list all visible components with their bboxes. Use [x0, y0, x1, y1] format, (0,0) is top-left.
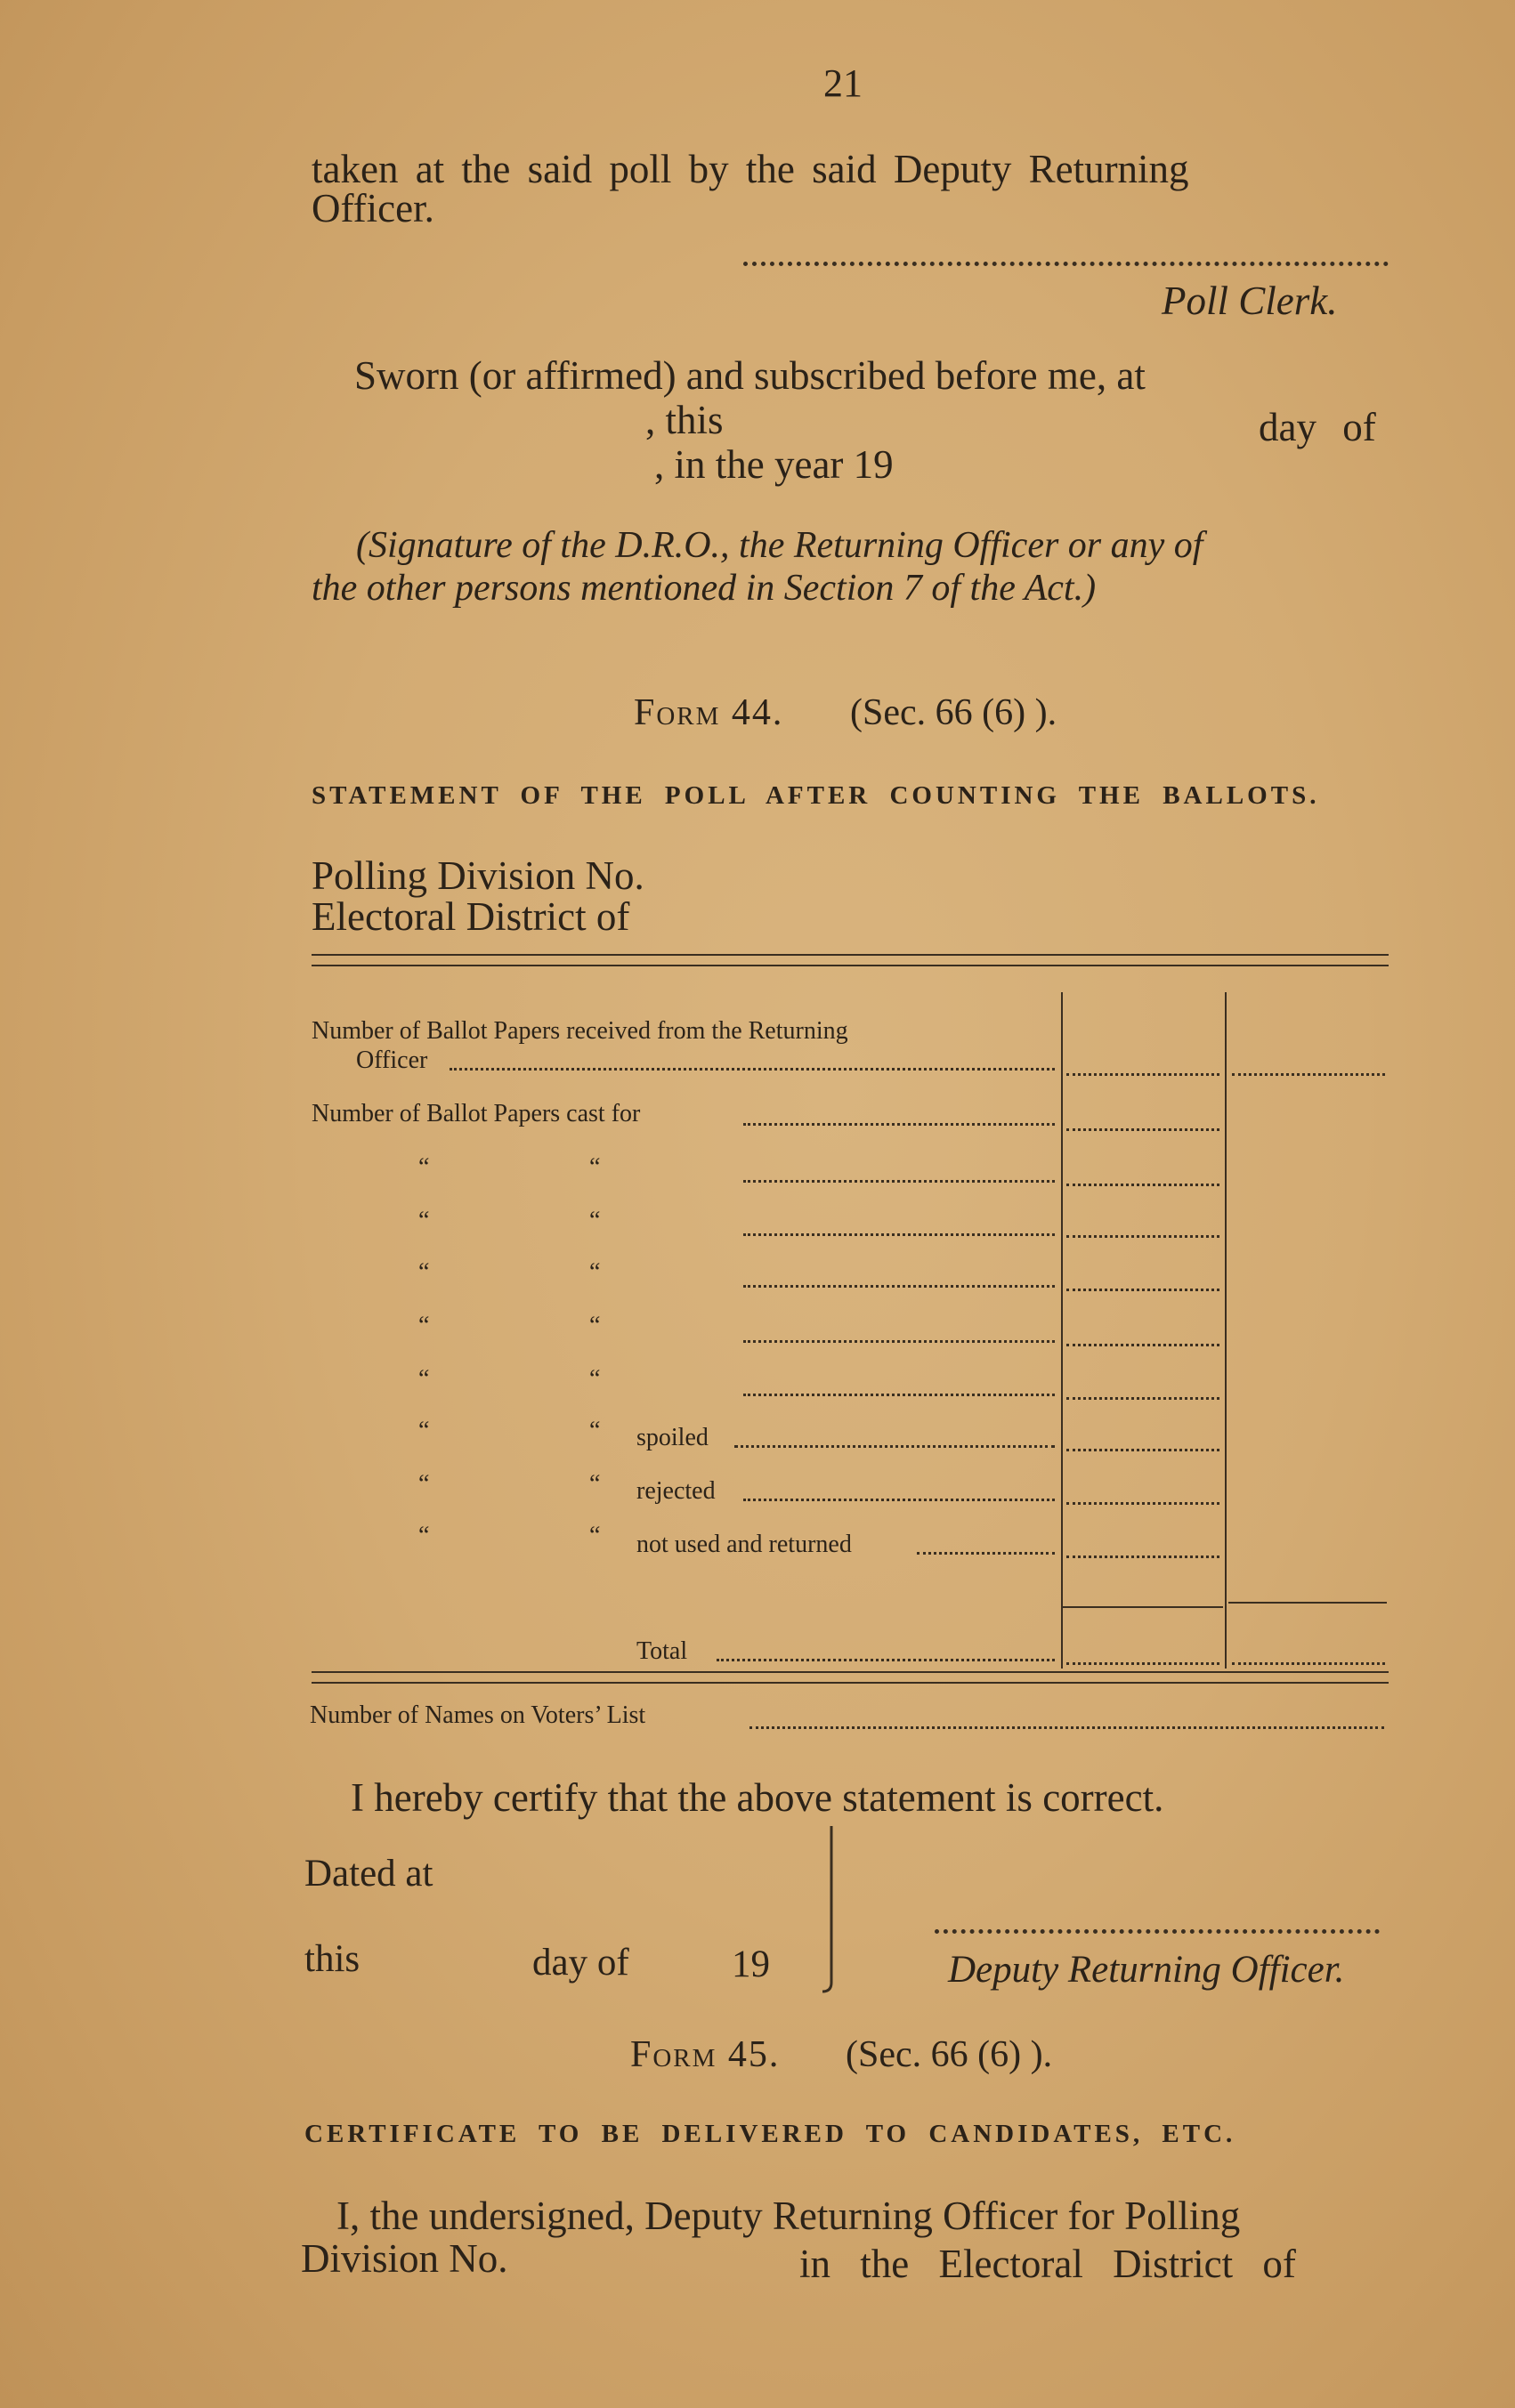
year-label: 19 — [732, 1943, 770, 1985]
row-rejected-label: rejected — [636, 1477, 716, 1505]
row-received-line-1: Number of Ballot Papers received from the Returning — [312, 1017, 848, 1045]
ditto-mark: “ — [589, 1522, 601, 1549]
row-total-cell-1 — [1066, 1662, 1219, 1665]
intro-line-1: taken at the said poll by the said Deputy Returning — [312, 147, 1189, 191]
sworn-line-1: Sworn (or affirmed) and subscribed before me, at — [354, 353, 1146, 398]
ditto-mark: “ — [418, 1153, 430, 1181]
form45-section: (Sec. 66 (6) ). — [846, 2034, 1053, 2075]
form45-label: Form 45. — [630, 2034, 781, 2075]
signature-note-line-2: the other persons mentioned in Section 7 of the Act.) — [312, 568, 1097, 609]
certify-statement: I hereby certify that the above statement is correct. — [351, 1775, 1164, 1820]
intro-line-2: Officer. — [312, 186, 434, 230]
table-top-rule-2 — [312, 965, 1389, 966]
row-spoiled-leader — [734, 1445, 1055, 1448]
candidate-cell — [1066, 1344, 1219, 1346]
candidate-cell — [1066, 1289, 1219, 1291]
total-rule-col-1 — [1063, 1606, 1223, 1608]
ditto-mark: “ — [418, 1522, 430, 1549]
row-rejected-leader — [743, 1499, 1055, 1501]
dro-signature-label: Deputy Returning Officer. — [948, 1949, 1345, 1991]
row-cast-for-cell — [1066, 1128, 1219, 1131]
signature-note-line-1: (Signature of the D.R.O., the Returning Officer or any of — [356, 525, 1203, 566]
form44-label: Form 44. — [634, 692, 784, 733]
candidate-line — [743, 1394, 1055, 1396]
row-received-cell-1 — [1066, 1073, 1219, 1076]
table-bottom-rule — [312, 1671, 1389, 1673]
candidate-line — [743, 1233, 1055, 1236]
polling-division-label: Polling Division No. — [312, 853, 644, 898]
form45-division-label: Division No. — [301, 2236, 508, 2281]
table-column-divider-2 — [1225, 992, 1227, 1669]
bracket-icon — [819, 1824, 846, 1993]
candidate-cell — [1066, 1235, 1219, 1238]
form45-heading: CERTIFICATE TO BE DELIVERED TO CANDIDATES, ETC. — [304, 2120, 1236, 2148]
voters-list-leader — [749, 1726, 1384, 1729]
row-total-leader — [717, 1659, 1055, 1661]
table-bottom-rule-2 — [312, 1682, 1389, 1684]
candidate-line — [743, 1180, 1055, 1183]
table-column-divider-1 — [1061, 992, 1063, 1669]
ditto-mark: “ — [589, 1312, 601, 1339]
ditto-mark: “ — [589, 1470, 601, 1498]
ditto-mark: “ — [418, 1312, 430, 1339]
row-not-used-leader — [917, 1552, 1055, 1555]
candidate-line — [743, 1285, 1055, 1288]
candidate-cell — [1066, 1397, 1219, 1400]
poll-clerk-label: Poll Clerk. — [1162, 279, 1338, 323]
voters-list-label: Number of Names on Voters’ List — [310, 1701, 646, 1729]
sworn-this: , this — [645, 398, 724, 442]
page-number: 21 — [823, 61, 863, 105]
ditto-mark: “ — [418, 1470, 430, 1498]
dated-at-label: Dated at — [304, 1853, 433, 1895]
sworn-year: , in the year 19 — [654, 442, 894, 487]
ditto-mark: “ — [589, 1365, 601, 1393]
row-cast-for-leader — [743, 1123, 1055, 1126]
electoral-district-label: Electoral District of — [312, 894, 630, 939]
day-of-label: day of — [532, 1942, 629, 1984]
row-cast-for-label: Number of Ballot Papers cast for — [312, 1100, 641, 1127]
form44-heading: STATEMENT OF THE POLL AFTER COUNTING THE BALLOTS. — [312, 781, 1320, 810]
row-not-used-cell — [1066, 1556, 1219, 1558]
row-total-cell-2 — [1232, 1662, 1385, 1665]
total-rule-col-2 — [1228, 1602, 1387, 1604]
form45-district-label: in the Electoral District of — [799, 2242, 1296, 2286]
row-spoiled-cell — [1066, 1449, 1219, 1451]
ditto-mark: “ — [418, 1258, 430, 1286]
candidate-line — [743, 1340, 1055, 1343]
this-label: this — [304, 1938, 361, 1980]
ditto-mark: “ — [418, 1365, 430, 1393]
row-received-leader — [450, 1068, 1055, 1071]
row-received-cell-2 — [1232, 1073, 1385, 1076]
row-total-label: Total — [636, 1637, 688, 1665]
row-not-used-label: not used and returned — [636, 1531, 852, 1558]
ditto-mark: “ — [418, 1417, 430, 1444]
ditto-mark: “ — [418, 1207, 430, 1234]
row-rejected-cell — [1066, 1502, 1219, 1505]
candidate-cell — [1066, 1184, 1219, 1186]
poll-clerk-signature-line — [743, 262, 1389, 266]
dro-signature-line — [935, 1929, 1380, 1934]
ditto-mark: “ — [589, 1207, 601, 1234]
row-received-line-2: Officer — [356, 1046, 428, 1074]
row-spoiled-label: spoiled — [636, 1424, 709, 1451]
form45-text-line-1: I, the undersigned, Deputy Returning Officer for Polling — [336, 2194, 1241, 2238]
ditto-mark: “ — [589, 1153, 601, 1181]
table-top-rule — [312, 954, 1389, 956]
ditto-mark: “ — [589, 1417, 601, 1444]
sworn-day-of: day of — [1259, 405, 1376, 449]
ditto-mark: “ — [589, 1258, 601, 1286]
form44-section: (Sec. 66 (6) ). — [850, 692, 1057, 733]
